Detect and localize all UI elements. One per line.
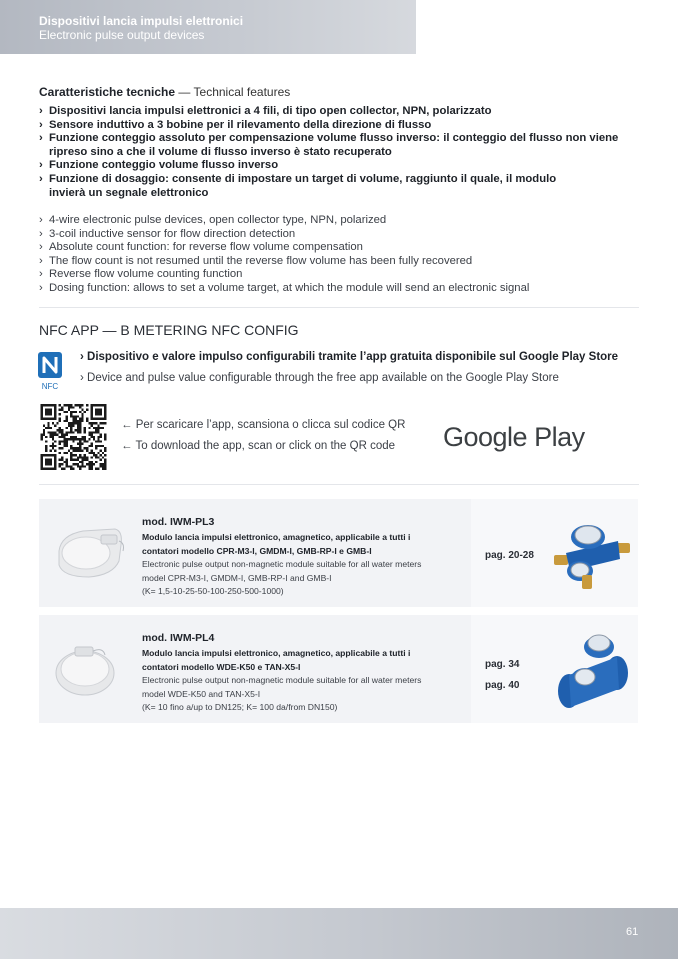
features-title [39,85,290,99]
features-list-en [39,214,629,296]
page-reference[interactable]: pag. 20-28 [485,550,534,561]
nfc-logo-icon [38,352,64,392]
page-reference[interactable]: pag. 34 [485,659,520,670]
list-item: › Funzione di dosaggio: consente di impostare un target di volume, raggiunto il quale, il modulo invierà un segnale elettronico [39,172,557,199]
qr-code[interactable] [40,404,107,470]
page-number: 61 [626,926,639,938]
download-instruction-en: ← To download the app, scan or click on the QR code [121,440,396,452]
pulse-module-image [53,521,125,583]
nfc-section-title: NFC APP — B METERING NFC CONFIG [39,322,299,338]
list-item: › 3-coil inductive sensor for flow direction detection [39,227,296,240]
google-play-link[interactable]: Google Play [443,422,585,452]
pulse-module-image [53,639,119,699]
product-model: mod. IWM-PL4 [142,632,215,644]
list-item: › Reverse flow volume counting function [39,268,243,281]
product-description: Modulo lancia impulsi elettronico, amagnetico, applicabile a tutti i contatori modello CPR-M3-I, GMDM-I, GMB-RP-I e GMB-I Electronic pulse output non-magnetic module suitable for all water meters model CPR-M3-I, GMDM-I, GMB-RP-I and GMB-I (K= 1,5-10-25-50-100-250-500-1000) [142,532,422,597]
list-item: › The flow count is not resumed until the reverse flow volume has been fully recovered [39,254,473,267]
water-meter-image [555,629,633,713]
list-item: › Absolute count function: for reverse flow volume compensation [39,241,363,254]
product-model: mod. IWM-PL3 [142,516,215,528]
list-item: › 4-wire electronic pulse devices, open collector type, NPN, polarized [39,214,387,226]
footer-band [0,908,678,959]
features-list-it [39,105,629,200]
header-title-it: Dispositivi lancia impulsi elettronici [39,14,244,28]
header-band [0,0,416,54]
list-item: › Dispositivi lancia impulsi elettronici a 4 fili, di tipo open collector, NPN, polarizzato [39,105,492,117]
nfc-line-en: › Device and pulse value configurable through the free app available on the Google Play Store [80,372,559,384]
product-description: Modulo lancia impulsi elettronico, amagnetico, applicabile a tutti i contatori modello WDE-K50 e TAN-X5-I Electronic pulse output non-magnetic module suitable for all water meters model WDE-K50 and TAN-X5-I (K= 10 fino a/up to DN125; K= 100 da/from DN150) [142,648,422,713]
divider [39,307,639,308]
list-item: › Sensore induttivo a 3 bobine per il rilevamento della direzione di flusso [39,118,432,131]
divider [39,484,639,485]
header-title-en: Electronic pulse output devices [39,28,205,42]
page-reference[interactable]: pag. 40 [485,680,520,691]
water-meter-image [552,513,632,593]
product-card-iwm-pl3 [39,499,638,607]
list-item: › Funzione conteggio volume flusso inverso [39,159,279,172]
nfc-line-it: › Dispositivo e valore impulso configurabili tramite l’app gratuita disponibile sul Google Play Store [80,351,619,363]
list-item: › Funzione conteggio assoluto per compensazione volume flusso inverso: il conteggio del flusso non viene ripreso sino a che il volume di flusso inverso è stato recuperato [39,132,619,158]
list-item: › Dosing function: allows to set a volume target, at which the module will send an electronic signal [39,281,530,294]
features-title-it: Caratteristiche tecniche [39,85,176,99]
download-instruction-it: ← Per scaricare l’app, scansiona o clicca sul codice QR [121,419,406,431]
product-card-iwm-pl4 [39,615,638,723]
nfc-logo-text: NFC [41,382,59,391]
features-title-en: — Technical features [178,85,291,99]
